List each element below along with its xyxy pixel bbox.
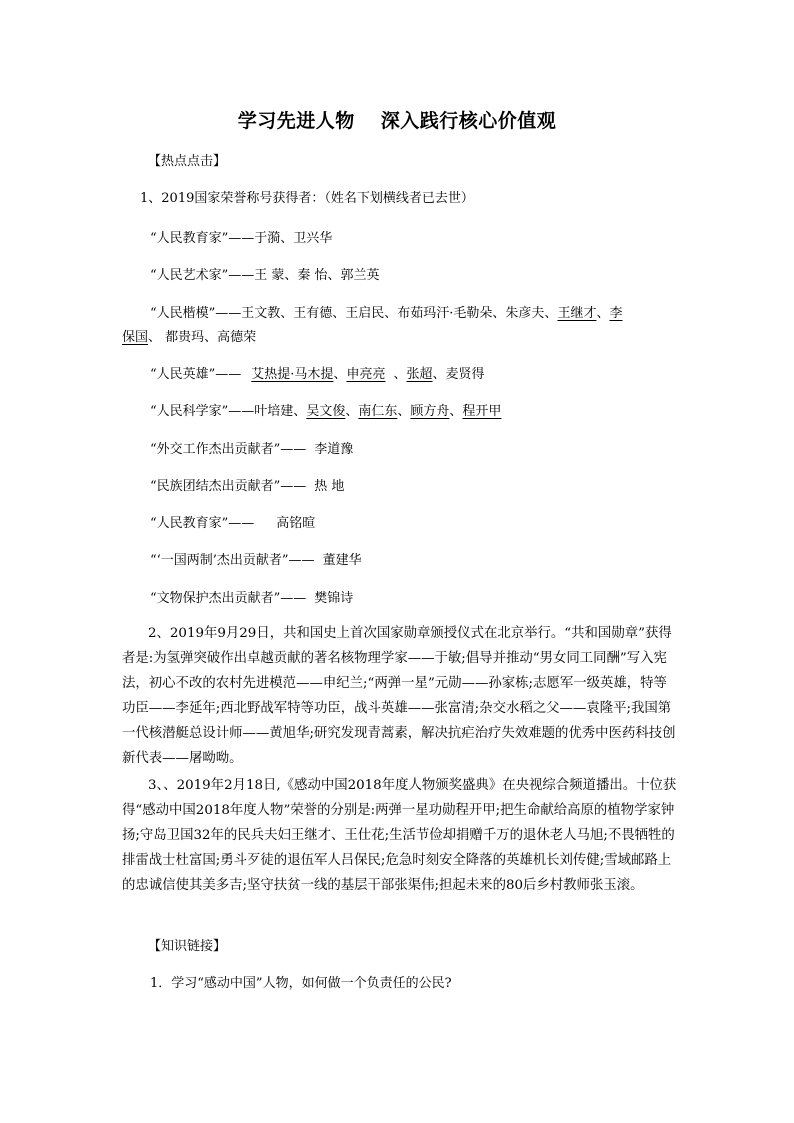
title-part-1: 学习先进人物 [237,110,355,132]
honor-label: “民族团结杰出贡献者”—— [150,479,307,494]
honor-label: “‘一国两制’杰出贡献者”—— [150,553,315,568]
paragraph-touching-china: 3、、2019年2月18日,《感动中国2018年度人物颁奖盛典》在央视综合频道播出。十位获得“感动中国2018年度人物”荣誉的分别是:两弹一星功勋程开甲;把生命献给高原的植物学家钟扬;守岛卫国32年的民兵夫妇王继才、王仕花;生活节俭却捐赠千万的退休老人马旭;不畏牺牲的排雷战士杜富国;勇斗歹徒的退伍军人吕保民;危急时刻安全降落的英雄机长刘传健;雪域邮路上的忠诚信使其美多吉;坚守扶贫一线的基层干部张渠伟;担起未来的80后乡村教师张玉滚。 [122,778,677,893]
honor-line-ethnic-unity [150,477,344,497]
honor-line-diplomacy [150,440,353,460]
honor-names: 王 蒙、秦 怡、郭兰英 [254,268,380,283]
deceased-name: 艾热提·马木提 [251,367,334,382]
deceased-name: 顾方舟 [410,404,450,419]
honor-names: 、麦贤得 [432,367,485,382]
honor-names: 王文教、王有德、王启民、布茹玛汗·毛勒朵、朱彦夫、 [241,306,558,321]
paragraph-national-medal: 2、2019年9月29日，共和国史上首次国家勋章颁授仪式在北京举行。“共和国勋章”获得者是:为氢弹突破作出卓越贡献的著名核物理学家——于敏;倡导并推动“男女同工同酬”写入宪法，初心不改的农村先进模范——申纪兰;“两弹一星”元勋——孙家栋;志愿军一级英雄，特等功臣——李延年;西北野战军特等功臣，战斗英雄——张富清;杂交水稻之父——袁隆平;我国第一代核潜艇总设计师——黄旭华;研究发现青蒿素，解决抗疟治疗失效难题的优秀中医药科技创新代表——屠呦呦。 [122,626,676,766]
honor-label: “人民教育家”—— [150,516,255,531]
honor-line-hero: “人民英雄”—— 艾热提·马木提、申亮亮 、张超、麦贤得 [150,367,485,382]
honor-label: “人民楷模”—— [150,306,242,321]
deceased-name: 吴文俊 [306,404,346,419]
honor-line-model-cont [122,328,256,348]
deceased-name: 王继才 [557,306,597,321]
honor-line-one-country [150,551,362,571]
honor-line-educator [150,229,332,249]
deceased-name: 程开甲 [462,404,502,419]
section-heading-hotspots: 【热点点击】 [148,154,227,169]
honor-names: 高铭暄 [276,516,316,531]
honor-names: 董建华 [322,553,362,568]
honor-names: 樊锦诗 [314,591,354,606]
title-part-2: 深入践行核心价值观 [380,110,557,132]
honor-line-relics [150,589,353,609]
honor-names: 李道豫 [314,442,354,457]
section-heading-knowledge: 【知识链接】 [148,939,227,954]
page-title [0,106,794,133]
deceased-name: 李 [609,306,623,321]
honor-line-educator-2 [150,514,315,534]
honor-line-artist [150,266,380,286]
honor-label: “人民英雄”—— [150,367,242,382]
deceased-name: 保国 [122,330,149,345]
deceased-name: 申亮亮 [346,367,386,382]
honor-list-heading: 1、2019国家荣誉称号获得者：（姓名下划横线者已去世） [140,191,474,206]
deceased-name: 张超 [406,367,433,382]
honor-names: 热 地 [314,479,345,494]
honor-label: “人民科学家”—— [150,404,255,419]
honor-line-scientist: “人民科学家”——叶培建、吴文俊、南仁东、顾方舟、程开甲 [150,404,502,419]
deceased-name: 南仁东 [358,404,398,419]
question-1: 1．学习“感动中国”人物，如何做一个负责任的公民? [150,976,452,991]
honor-label: “人民教育家”—— [150,231,255,246]
honor-label: “文物保护杰出贡献者”—— [150,591,307,606]
honor-names: 于漪、卫兴华 [254,231,333,246]
honor-line-model: “人民楷模”——王文教、王有德、王启民、布茹玛汗·毛勒朵、朱彦夫、王继才、李 [150,306,623,321]
honor-label: “人民艺术家”—— [150,268,255,283]
honor-names: 叶培建、 [254,404,307,419]
honor-label: “外交工作杰出贡献者”—— [150,442,307,457]
honor-names: 、 都贵玛、高德荣 [148,330,257,345]
